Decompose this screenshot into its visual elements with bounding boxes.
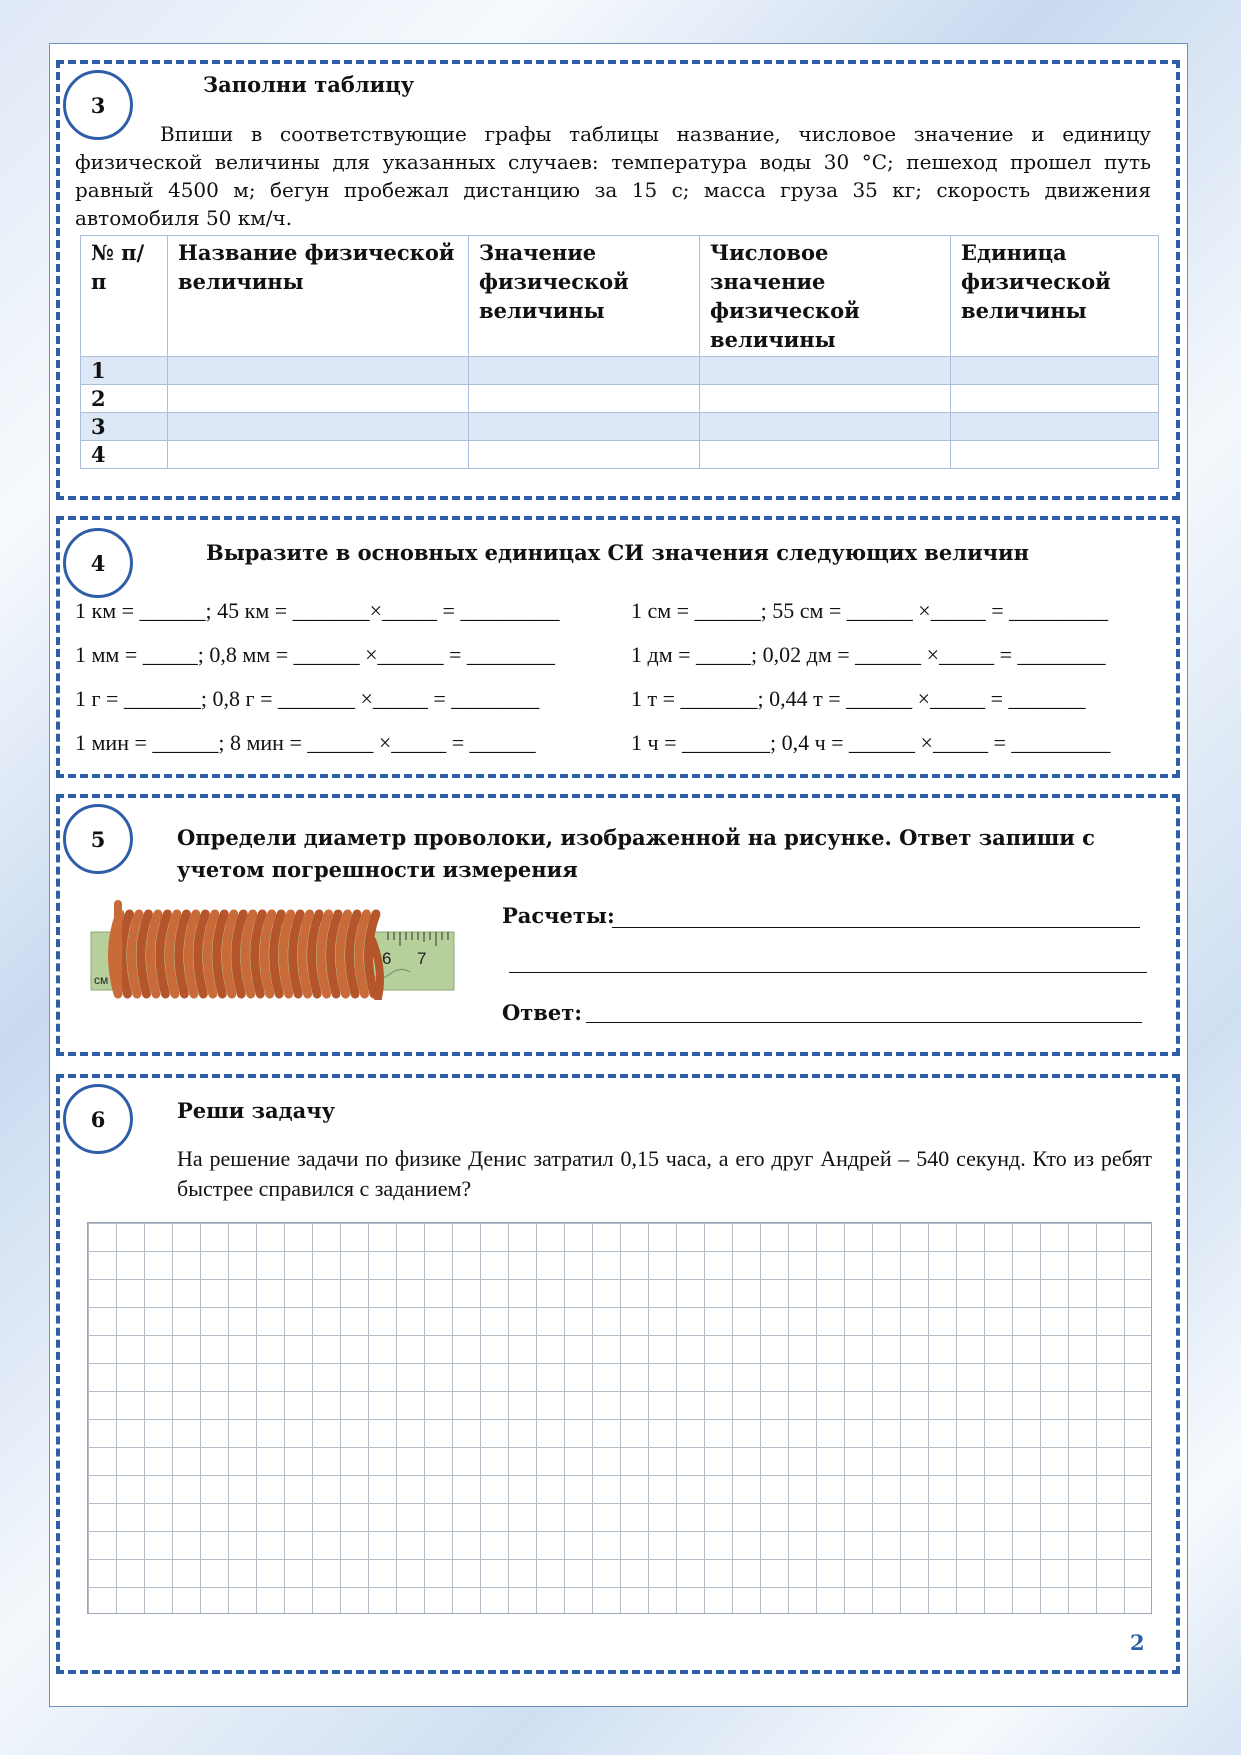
- row-number: 2: [81, 385, 168, 413]
- cell-unit[interactable]: [951, 413, 1159, 441]
- table-header-value: Значение физической величины: [469, 236, 700, 357]
- task4-right-line-4: 1 ч = ________; 0,4 ч = ______ ×_____ = _________: [631, 730, 1111, 755]
- table-header-numeric: Числовое значение физической величины: [700, 236, 951, 357]
- task6-text: На решение задачи по физике Денис затратил 0,15 часа, а его друг Андрей – 540 секунд. Кто из ребят быстрее справился с заданием?: [177, 1146, 1152, 1201]
- task4-title: Выразите в основных единицах СИ значения следующих величин: [206, 540, 1029, 565]
- task3-text: Впиши в соответствующие графы таблицы название, числовое значение и единицу физической величины для указанных случаев: температура воды 30 °С; пешеход прошел путь равный 4500 м; бегун пробежал дистанцию за 15 с; масса груза 35 кг; скорость движения автомобиля 50 км/ч.: [75, 122, 1151, 230]
- task4-number: 4: [63, 528, 133, 598]
- task3-title: Заполни таблицу: [203, 72, 415, 97]
- cell-value[interactable]: [469, 357, 700, 385]
- calculations-label: Расчеты:: [502, 903, 615, 928]
- row-number: 3: [81, 413, 168, 441]
- task5-title: Определи диаметр проволоки, изображенной на рисунке. Ответ запиши с учетом погрешности измерения: [177, 825, 1095, 882]
- cell-numeric[interactable]: [700, 357, 951, 385]
- table-row: [81, 413, 1159, 441]
- answer-grid-paper[interactable]: [87, 1222, 1152, 1614]
- row-number: 4: [81, 441, 168, 469]
- table-header-number: № п/п: [81, 236, 168, 357]
- task6-number: 6: [63, 1084, 133, 1154]
- task4-right-line-2: 1 дм = _____; 0,02 дм = ______ ×_____ = ________: [631, 642, 1106, 667]
- calculations-line-2[interactable]: [509, 972, 1147, 973]
- cell-name[interactable]: [168, 413, 469, 441]
- cell-value[interactable]: [469, 413, 700, 441]
- task5-number: 5: [63, 804, 133, 874]
- row-number: 1: [81, 357, 168, 385]
- cell-unit[interactable]: [951, 385, 1159, 413]
- page-number: 2: [1130, 1630, 1145, 1655]
- cell-value[interactable]: [469, 385, 700, 413]
- ruler-label-7: 7: [417, 949, 427, 968]
- wire-coil: [112, 904, 380, 998]
- cell-unit[interactable]: [951, 441, 1159, 469]
- ruler-label-6: 6: [382, 949, 392, 968]
- table-row: [81, 441, 1159, 469]
- task6-title: Реши задачу: [177, 1098, 336, 1123]
- table-header-unit: Единица физической величины: [951, 236, 1159, 357]
- answer-label: Ответ:: [502, 1000, 583, 1025]
- cell-name[interactable]: [168, 357, 469, 385]
- answer-line[interactable]: [586, 1022, 1142, 1023]
- task3-table: [80, 235, 1159, 469]
- table-row: [81, 385, 1159, 413]
- cell-name[interactable]: [168, 385, 469, 413]
- ruler-label-0: 0: [108, 949, 118, 968]
- table-row: [81, 357, 1159, 385]
- table-header-name: Название физической величины: [168, 236, 469, 357]
- cell-unit[interactable]: [951, 357, 1159, 385]
- cell-numeric[interactable]: [700, 413, 951, 441]
- ruler-unit: см: [94, 973, 109, 987]
- calculations-line-1[interactable]: [612, 927, 1140, 928]
- wire-ruler-illustration: [88, 900, 458, 1000]
- task4-left-line-4: 1 мин = ______; 8 мин = ______ ×_____ = ______: [75, 730, 536, 755]
- task4-left-line-3: 1 г = _______; 0,8 г = _______ ×_____ = ________: [75, 686, 540, 711]
- cell-numeric[interactable]: [700, 385, 951, 413]
- task4-right-line-1: 1 см = ______; 55 см = ______ ×_____ = _________: [631, 598, 1109, 623]
- cell-name[interactable]: [168, 441, 469, 469]
- task4-right-line-3: 1 т = _______; 0,44 т = ______ ×_____ = _______: [631, 686, 1086, 711]
- task3-number: 3: [63, 70, 133, 140]
- cell-value[interactable]: [469, 441, 700, 469]
- task4-left-line-2: 1 мм = _____; 0,8 мм = ______ ×______ = ________: [75, 642, 555, 667]
- task4-left-line-1: 1 км = ______; 45 км = _______×_____ = _________: [75, 598, 560, 623]
- cell-numeric[interactable]: [700, 441, 951, 469]
